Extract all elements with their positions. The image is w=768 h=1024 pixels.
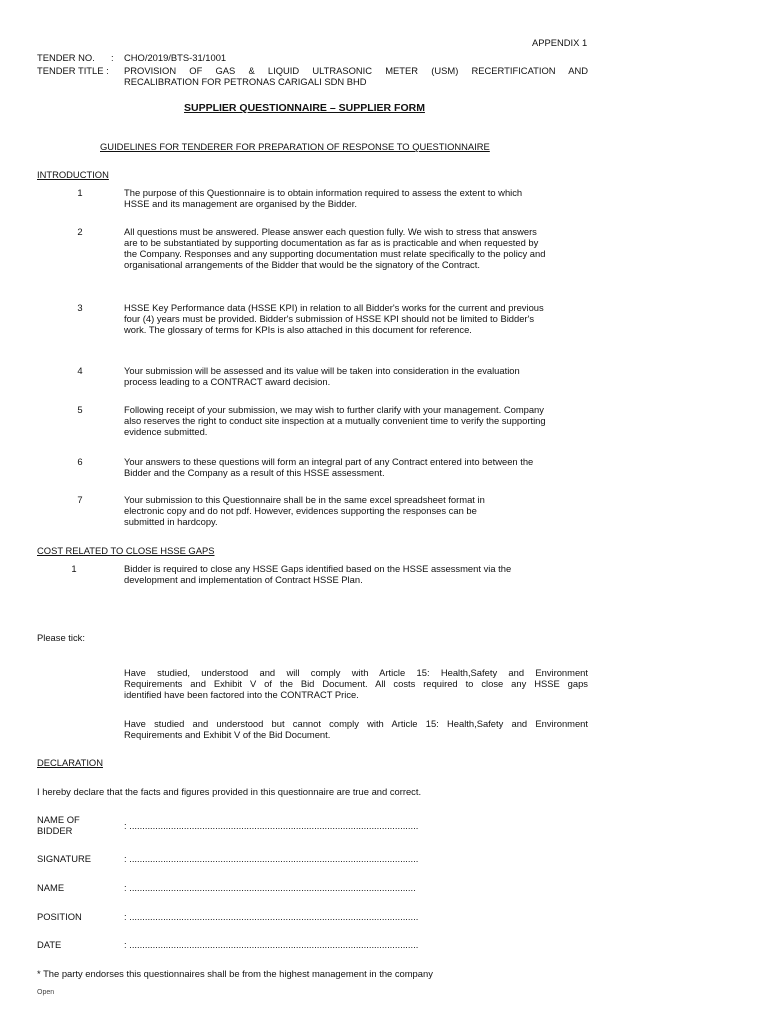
intro-item-number: 4 — [77, 365, 83, 376]
cost-item-text: Bidder is required to close any HSSE Gaps identified based on the HSSE assessment via the development and implementation of Contract HSSE Plan. — [124, 563, 512, 585]
declaration-heading: DECLARATION — [37, 757, 103, 768]
date-field[interactable]: : ............................................................................................................... — [124, 939, 419, 950]
footnote: * The party endorses this questionnaires shall be from the highest management in the company — [37, 968, 433, 979]
intro-item-number: 2 — [77, 226, 83, 237]
intro-item-text: Following receipt of your submission, we may wish to further clarify with your management. Company also reserves the right to conduct site inspection at a mutually convenient time to verify the supporting evidence submitted. — [124, 404, 546, 437]
intro-item-text: Your answers to these questions will form an integral part of any Contract entered into between the Bidder and the Company as a result of this HSSE assessment. — [124, 456, 534, 478]
option-comply[interactable]: Have studied, understood and will comply with Article 15: Health,Safety and Environment Requirements and Exhibit V of the Bid Document. All costs required to close any HSSE gaps identified have been factored into the CONTRACT Price. — [124, 667, 588, 700]
option-cannot-comply[interactable]: Have studied and understood but cannot comply with Article 15: Health,Safety and Environment Requirements and Exhibit V of the Bid Document. — [124, 718, 588, 740]
intro-item-text: Your submission to this Questionnaire shall be in the same excel spreadsheet format in electronic copy and do not pdf. However, evidences supporting the responses can be submitted in hardcopy. — [124, 494, 485, 527]
position-field[interactable]: : ............................................................................................................... — [124, 911, 419, 922]
intro-item-number: 6 — [77, 456, 83, 467]
guidelines-title: GUIDELINES FOR TENDERER FOR PREPARATION OF RESPONSE TO QUESTIONNAIRE — [100, 141, 490, 152]
tender-no-colon: : — [111, 52, 114, 63]
declaration-text: I hereby declare that the facts and figures provided in this questionnaire are true and correct. — [37, 786, 422, 797]
field-label-date: DATE — [37, 939, 62, 950]
intro-heading: INTRODUCTION — [37, 169, 109, 180]
intro-item-number: 7 — [77, 494, 83, 505]
field-label-bidder-name: NAME OF BIDDER — [37, 814, 80, 836]
intro-item-text: All questions must be answered. Please answer each question fully. We wish to stress that answers are to be substantiated by supporting documentation as far as is practicable and when requested by the Company. Responses and any supporting documentation must relate specifically to the policy and organisational arrangements of the Bidder that would be the signatory of the Contract. — [124, 226, 546, 270]
intro-item-number: 5 — [77, 404, 83, 415]
intro-item-number: 3 — [77, 302, 83, 313]
classification-label: Open — [37, 989, 55, 996]
tender-title-label: TENDER TITLE : — [37, 65, 109, 76]
bidder-name-field[interactable]: : ............................................................................................................... — [124, 820, 419, 831]
field-label-name: NAME — [37, 882, 65, 893]
form-title: SUPPLIER QUESTIONNAIRE – SUPPLIER FORM — [184, 102, 425, 114]
tender-title-line2: RECALIBRATION FOR PETRONAS CARIGALI SDN BHD — [124, 76, 367, 87]
intro-item-text: Your submission will be assessed and its value will be taken into consideration in the evaluation process leading to a CONTRACT award decision. — [124, 365, 520, 387]
intro-item-text: HSSE Key Performance data (HSSE KPI) in relation to all Bidder's works for the current and previous four (4) years must be provided. Bidder's submission of HSSE KPI should not be limited to Bidder's work. The glossary of terms for KPIs is also attached in this document for reference. — [124, 302, 544, 335]
name-field[interactable]: : .............................................................................................................. — [124, 882, 416, 893]
intro-item-number: 1 — [77, 187, 83, 198]
tender-no-label: TENDER NO. — [37, 52, 95, 63]
signature-field[interactable]: : ............................................................................................................... — [124, 853, 419, 864]
tender-title-line1: PROVISION OF GAS & LIQUID ULTRASONIC METER (USM) RECERTIFICATION AND — [124, 65, 588, 76]
please-tick-label: Please tick: — [37, 632, 85, 643]
field-label-signature: SIGNATURE — [37, 853, 91, 864]
appendix-label: APPENDIX 1 — [532, 37, 588, 48]
cost-item-number: 1 — [71, 563, 77, 574]
intro-item-text: The purpose of this Questionnaire is to obtain information required to assess the extent to which HSSE and its management are organised by the Bidder. — [124, 187, 523, 209]
tender-no-value: CHO/2019/BTS-31/1001 — [124, 52, 227, 63]
field-label-position: POSITION — [37, 911, 82, 922]
cost-heading: COST RELATED TO CLOSE HSSE GAPS — [37, 545, 215, 556]
